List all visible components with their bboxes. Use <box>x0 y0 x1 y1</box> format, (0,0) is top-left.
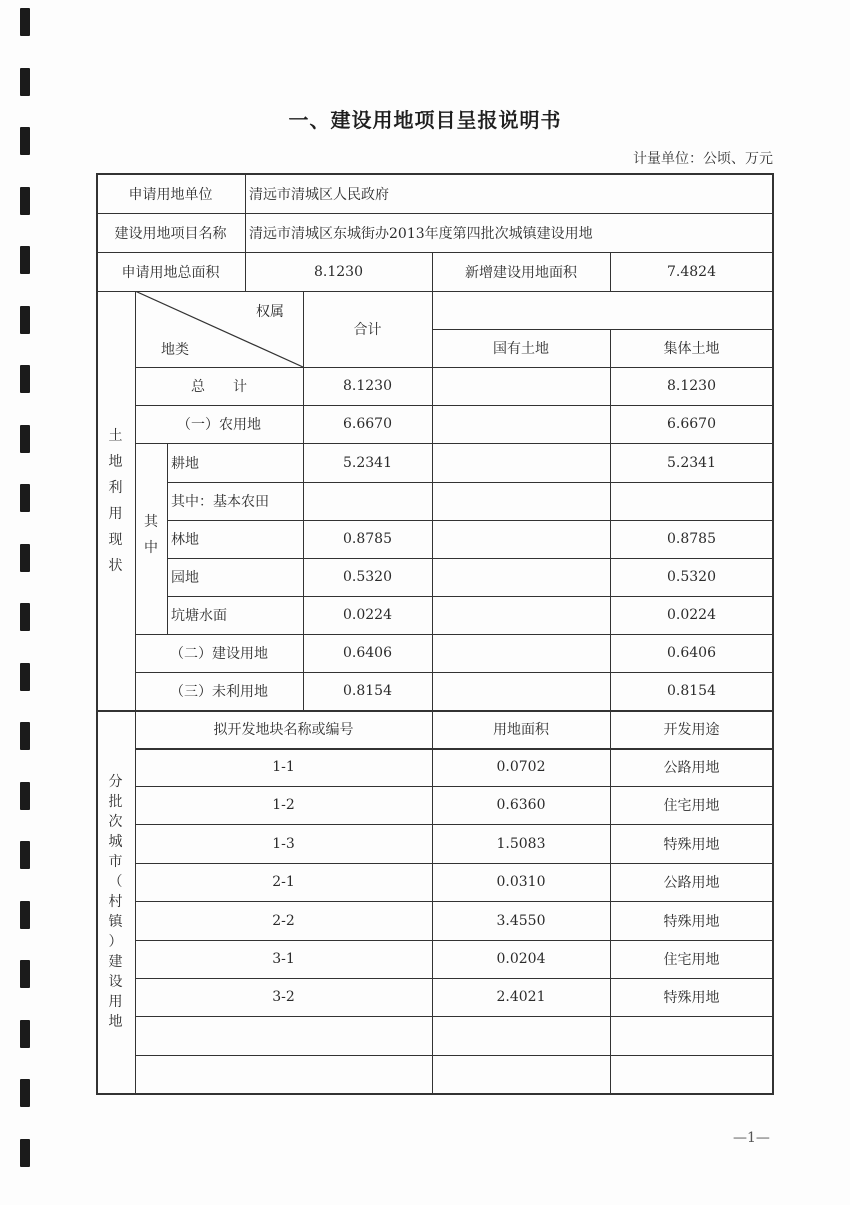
header-ownership: 权属 <box>256 304 284 320</box>
label-char: 村 <box>108 894 123 910</box>
grid-line-h <box>167 520 774 521</box>
parcel-id: 1-2 <box>272 797 295 813</box>
binding-hole-mark <box>20 782 30 810</box>
state-value <box>432 634 610 672</box>
binding-hole-mark <box>20 365 30 393</box>
parcel-area <box>432 1016 610 1055</box>
label-char: 其 <box>144 514 158 530</box>
parcel-area: 0.0310 <box>496 874 546 890</box>
state-value <box>432 672 610 710</box>
binding-hole-mark <box>20 722 30 750</box>
label-char: 市 <box>108 854 123 870</box>
total-value: 8.1230 <box>343 378 392 394</box>
binding-hole-mark <box>20 68 30 96</box>
collective-value: 5.2341 <box>667 454 716 471</box>
collective-value: 8.1230 <box>667 378 716 394</box>
grid-line-h <box>167 558 774 559</box>
applicant-value: 清远市清城区人民政府 <box>249 186 389 203</box>
total-area-label: 申请用地总面积 <box>121 264 220 281</box>
label-char: 现 <box>108 531 123 548</box>
state-value <box>432 367 610 405</box>
header-collective-land: 集体土地 <box>663 341 720 357</box>
label-char: 镇 <box>108 914 123 930</box>
binding-hole-mark <box>20 187 30 215</box>
grid-line-v <box>135 291 136 1094</box>
parcel-id <box>135 1055 432 1094</box>
header-state-land: 国有土地 <box>493 341 549 357</box>
collective-value: 0.0224 <box>667 607 716 623</box>
grid-line-h <box>96 1093 774 1095</box>
binding-hole-mark <box>20 901 30 929</box>
project-label: 建设用地项目名称 <box>114 225 227 242</box>
applicant-label: 申请用地单位 <box>128 186 213 203</box>
grid-line-v <box>432 252 433 291</box>
grid-line-h <box>135 940 774 941</box>
parcel-use: 特殊用地 <box>663 990 720 1006</box>
binding-hole-mark <box>20 960 30 988</box>
grid-line-h <box>135 672 774 673</box>
parcel-area: 3.4550 <box>496 912 546 929</box>
grid-line-v <box>245 173 246 291</box>
label-char: 批 <box>108 794 123 810</box>
state-value <box>432 482 610 520</box>
parcel-use <box>610 1055 773 1094</box>
parcel-area: 0.6360 <box>496 797 546 813</box>
grid-line-h <box>96 213 774 214</box>
header-landtype: 地类 <box>161 342 189 358</box>
grid-line-h <box>135 824 774 825</box>
state-value <box>432 520 610 558</box>
parcel-id: 3-2 <box>272 989 295 1005</box>
grid-line-v <box>432 291 433 710</box>
land-type-name: （二）建设用地 <box>170 646 268 662</box>
grid-line-h <box>135 748 774 750</box>
label-char: 土 <box>108 427 123 444</box>
label-char: 设 <box>108 974 123 990</box>
total-value <box>303 482 432 520</box>
header-area: 用地面积 <box>493 722 549 738</box>
land-type-name: 其中：基本农田 <box>171 494 269 510</box>
parcel-use: 公路用地 <box>663 875 720 891</box>
collective-value: 0.5320 <box>667 569 716 585</box>
grid-line-h <box>96 252 774 253</box>
parcel-id: 1-3 <box>272 835 295 852</box>
total-value: 6.6670 <box>343 416 392 432</box>
label-char: 用 <box>108 994 123 1010</box>
land-type-name: 坑塘水面 <box>171 608 227 624</box>
binding-hole-mark <box>20 1139 30 1167</box>
parcel-use: 特殊用地 <box>663 913 720 930</box>
grid-line-h <box>167 596 774 597</box>
label-char: 利 <box>108 479 123 496</box>
binding-hole-mark <box>20 246 30 274</box>
grid-line-v <box>303 291 304 710</box>
header-parcel: 拟开发地块名称或编号 <box>213 722 354 738</box>
collective-value: 0.8154 <box>667 683 716 699</box>
grid-line-h <box>135 1055 774 1056</box>
grid-line-h <box>135 634 774 635</box>
grid-line-h <box>96 710 774 712</box>
land-use-section-label <box>96 291 135 710</box>
parcel-area: 2.4021 <box>496 989 546 1005</box>
parcel-id: 3-1 <box>272 951 295 967</box>
grid-line-h <box>135 1016 774 1017</box>
unit-note: 计量单位：公顷、万元 <box>633 151 773 167</box>
binding-hole-mark <box>20 8 30 36</box>
binding-hole-mark <box>20 306 30 334</box>
label-char: 城 <box>108 834 123 850</box>
collective-value: 6.6670 <box>667 416 716 432</box>
label-char: 地 <box>108 1014 123 1030</box>
binding-hole-mark <box>20 544 30 572</box>
grid-line-h <box>135 367 774 368</box>
parcel-use <box>610 1016 773 1055</box>
parcel-area: 0.0204 <box>496 951 546 967</box>
label-char: 状 <box>108 557 123 574</box>
label-char: ） <box>108 934 123 950</box>
label-char: 次 <box>108 814 123 830</box>
grid-line-h <box>432 329 774 330</box>
binding-hole-mark <box>20 841 30 869</box>
binding-hole-mark <box>20 603 30 631</box>
grid-line-h <box>135 901 774 902</box>
total-value: 0.8154 <box>343 683 392 699</box>
header-use: 开发用途 <box>663 722 720 738</box>
grid-line-h <box>96 173 774 175</box>
parcel-use: 特殊用地 <box>663 836 720 853</box>
parcel-id <box>135 1016 432 1055</box>
grid-line-v <box>610 710 611 1094</box>
header-total: 合计 <box>353 322 382 338</box>
label-char: 分 <box>108 774 123 790</box>
parcel-use: 住宅用地 <box>663 952 720 968</box>
binding-hole-mark <box>20 1020 30 1048</box>
project-value: 清远市清城区东城街办2013年度第四批次城镇建设用地 <box>249 225 593 242</box>
land-type-name: 园地 <box>171 570 199 586</box>
new-area-label: 新增建设用地面积 <box>465 264 577 281</box>
collective-value <box>610 482 773 520</box>
binding-hole-mark <box>20 663 30 691</box>
parcel-area: 0.0702 <box>496 759 546 775</box>
total-value: 0.8785 <box>343 531 392 547</box>
grid-line-h <box>135 978 774 979</box>
grid-line-h <box>135 786 774 787</box>
total-value: 0.6406 <box>343 645 392 661</box>
label-char: 地 <box>108 453 123 470</box>
batch-section-label <box>96 710 135 1094</box>
grid-line-h <box>135 405 774 406</box>
sub-group-label <box>135 443 167 634</box>
land-type-name: 林地 <box>171 532 199 548</box>
total-value: 5.2341 <box>343 454 392 471</box>
parcel-use: 公路用地 <box>663 760 720 776</box>
document-title: 一、建设用地项目呈报说明书 <box>288 108 562 132</box>
label-char: （ <box>108 874 123 890</box>
state-value <box>432 405 610 443</box>
parcel-id: 1-1 <box>272 759 295 775</box>
grid-line-h <box>135 443 774 444</box>
label-char: 中 <box>144 540 158 556</box>
parcel-id: 2-1 <box>272 874 295 890</box>
grid-line-h <box>96 291 774 292</box>
grid-line-v <box>167 443 168 634</box>
binding-hole-mark <box>20 425 30 453</box>
binding-hole-mark <box>20 484 30 512</box>
page-number: —1— <box>733 1130 770 1146</box>
grid-line-v <box>432 710 433 1094</box>
total-area-value: 8.1230 <box>314 263 363 280</box>
collective-value: 0.8785 <box>667 531 716 547</box>
collective-value: 0.6406 <box>667 645 716 661</box>
parcel-area: 1.5083 <box>496 835 546 852</box>
parcel-area <box>432 1055 610 1094</box>
state-value <box>432 558 610 596</box>
total-value: 0.0224 <box>343 607 392 623</box>
parcel-id: 2-2 <box>272 912 295 929</box>
grid-line-h <box>167 482 774 483</box>
label-char: 用 <box>108 505 123 522</box>
state-value <box>432 596 610 634</box>
grid-line-v <box>96 173 98 1095</box>
grid-line-v <box>610 252 611 291</box>
parcel-use: 住宅用地 <box>663 798 720 814</box>
grid-line-h <box>135 863 774 864</box>
label-char: 建 <box>108 954 123 970</box>
new-area-value: 7.4824 <box>667 263 716 280</box>
state-value <box>432 443 610 482</box>
land-type-name: 总 计 <box>191 379 247 395</box>
land-type-name: 耕地 <box>171 455 199 472</box>
land-type-name: （一）农用地 <box>177 417 261 433</box>
total-value: 0.5320 <box>343 569 392 585</box>
land-type-name: （三）未利用地 <box>170 684 268 700</box>
binding-hole-mark <box>20 1079 30 1107</box>
